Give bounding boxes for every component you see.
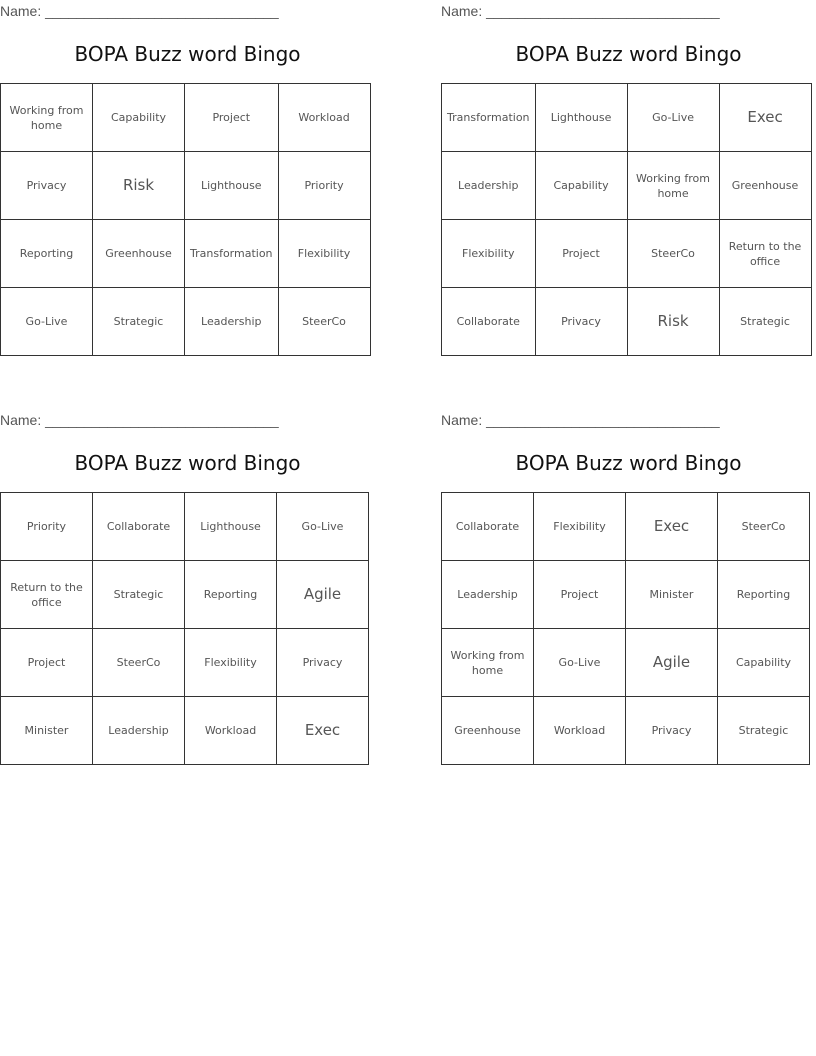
bingo-cell[interactable]: Collaborate: [93, 493, 185, 561]
card-title: BOPA Buzz word Bingo: [515, 42, 742, 66]
bingo-cell[interactable]: Lighthouse: [185, 152, 279, 220]
bingo-cell[interactable]: Go-Live: [534, 629, 626, 697]
bingo-cell[interactable]: Lighthouse: [535, 84, 627, 152]
grid-row: [442, 220, 812, 288]
grid-row: [442, 561, 810, 629]
bingo-cell[interactable]: SteerCo: [93, 629, 185, 697]
bingo-cell[interactable]: Exec: [277, 697, 369, 765]
grid-row: [1, 629, 369, 697]
bingo-cell[interactable]: Working from home: [442, 629, 534, 697]
bingo-cell[interactable]: Priority: [1, 493, 93, 561]
bingo-cell[interactable]: Reporting: [718, 561, 810, 629]
bingo-cell[interactable]: Go-Live: [277, 493, 369, 561]
bingo-cell[interactable]: Workload: [534, 697, 626, 765]
bingo-cell[interactable]: Greenhouse: [442, 697, 534, 765]
grid-row: [1, 561, 369, 629]
bingo-cell[interactable]: Reporting: [185, 561, 277, 629]
bingo-cell[interactable]: Greenhouse: [93, 220, 185, 288]
grid-row: [1, 84, 371, 152]
bingo-cell[interactable]: Workload: [185, 697, 277, 765]
bingo-cell[interactable]: Strategic: [719, 288, 811, 356]
bingo-cell[interactable]: Leadership: [185, 288, 279, 356]
bingo-cell[interactable]: Priority: [278, 152, 370, 220]
bingo-cell[interactable]: Project: [185, 84, 279, 152]
name-field[interactable]: Name: ______________________________: [0, 3, 279, 19]
grid-row: [442, 697, 810, 765]
bingo-cell[interactable]: Risk: [93, 152, 185, 220]
bingo-cell[interactable]: Return to the office: [719, 220, 811, 288]
bingo-cell[interactable]: Exec: [626, 493, 718, 561]
bingo-cell[interactable]: Leadership: [442, 152, 536, 220]
bingo-cell[interactable]: Capability: [535, 152, 627, 220]
grid-row: [1, 288, 371, 356]
bingo-cell[interactable]: Project: [534, 561, 626, 629]
bingo-cell[interactable]: Privacy: [1, 152, 93, 220]
bingo-grid: [441, 83, 812, 356]
bingo-cell[interactable]: Strategic: [93, 561, 185, 629]
bingo-cell[interactable]: Minister: [626, 561, 718, 629]
bingo-cell[interactable]: Return to the office: [1, 561, 93, 629]
bingo-grid: [441, 492, 810, 765]
bingo-cell[interactable]: Flexibility: [185, 629, 277, 697]
bingo-cell[interactable]: SteerCo: [278, 288, 370, 356]
bingo-cell[interactable]: Agile: [626, 629, 718, 697]
bingo-cell[interactable]: Go-Live: [1, 288, 93, 356]
bingo-cell[interactable]: Agile: [277, 561, 369, 629]
card-title: BOPA Buzz word Bingo: [74, 42, 301, 66]
bingo-cell[interactable]: Privacy: [626, 697, 718, 765]
bingo-cell[interactable]: Privacy: [535, 288, 627, 356]
grid-row: [1, 493, 369, 561]
bingo-grid: [0, 83, 371, 356]
bingo-cell[interactable]: Transformation: [442, 84, 536, 152]
name-field[interactable]: Name: ______________________________: [441, 412, 720, 428]
bingo-cell[interactable]: Collaborate: [442, 493, 534, 561]
grid-row: [442, 493, 810, 561]
bingo-cell[interactable]: Leadership: [442, 561, 534, 629]
grid-row: [1, 152, 371, 220]
bingo-cell[interactable]: Flexibility: [534, 493, 626, 561]
bingo-cell[interactable]: Lighthouse: [185, 493, 277, 561]
bingo-cell[interactable]: Exec: [719, 84, 811, 152]
name-field[interactable]: Name: ______________________________: [0, 412, 279, 428]
bingo-cell[interactable]: Transformation: [185, 220, 279, 288]
bingo-cell[interactable]: Capability: [718, 629, 810, 697]
bingo-grid: [0, 492, 369, 765]
bingo-cell[interactable]: Minister: [1, 697, 93, 765]
card-title: BOPA Buzz word Bingo: [515, 451, 742, 475]
grid-row: [442, 84, 812, 152]
bingo-cell[interactable]: Working from home: [1, 84, 93, 152]
grid-row: [1, 697, 369, 765]
bingo-cell[interactable]: Leadership: [93, 697, 185, 765]
bingo-cell[interactable]: Project: [535, 220, 627, 288]
bingo-cell[interactable]: Risk: [627, 288, 719, 356]
bingo-cell[interactable]: Capability: [93, 84, 185, 152]
bingo-cell[interactable]: Workload: [278, 84, 370, 152]
bingo-cell[interactable]: Project: [1, 629, 93, 697]
grid-row: [1, 220, 371, 288]
bingo-cell[interactable]: Reporting: [1, 220, 93, 288]
bingo-cell[interactable]: Flexibility: [278, 220, 370, 288]
grid-row: [442, 288, 812, 356]
bingo-cell[interactable]: Go-Live: [627, 84, 719, 152]
card-title: BOPA Buzz word Bingo: [74, 451, 301, 475]
bingo-cell[interactable]: SteerCo: [627, 220, 719, 288]
bingo-cell[interactable]: SteerCo: [718, 493, 810, 561]
bingo-cell[interactable]: Greenhouse: [719, 152, 811, 220]
bingo-cell[interactable]: Flexibility: [442, 220, 536, 288]
bingo-cell[interactable]: Strategic: [718, 697, 810, 765]
bingo-cell[interactable]: Privacy: [277, 629, 369, 697]
bingo-cell[interactable]: Working from home: [627, 152, 719, 220]
name-field[interactable]: Name: ______________________________: [441, 3, 720, 19]
bingo-cell[interactable]: Strategic: [93, 288, 185, 356]
grid-row: [442, 152, 812, 220]
grid-row: [442, 629, 810, 697]
bingo-cell[interactable]: Collaborate: [442, 288, 536, 356]
